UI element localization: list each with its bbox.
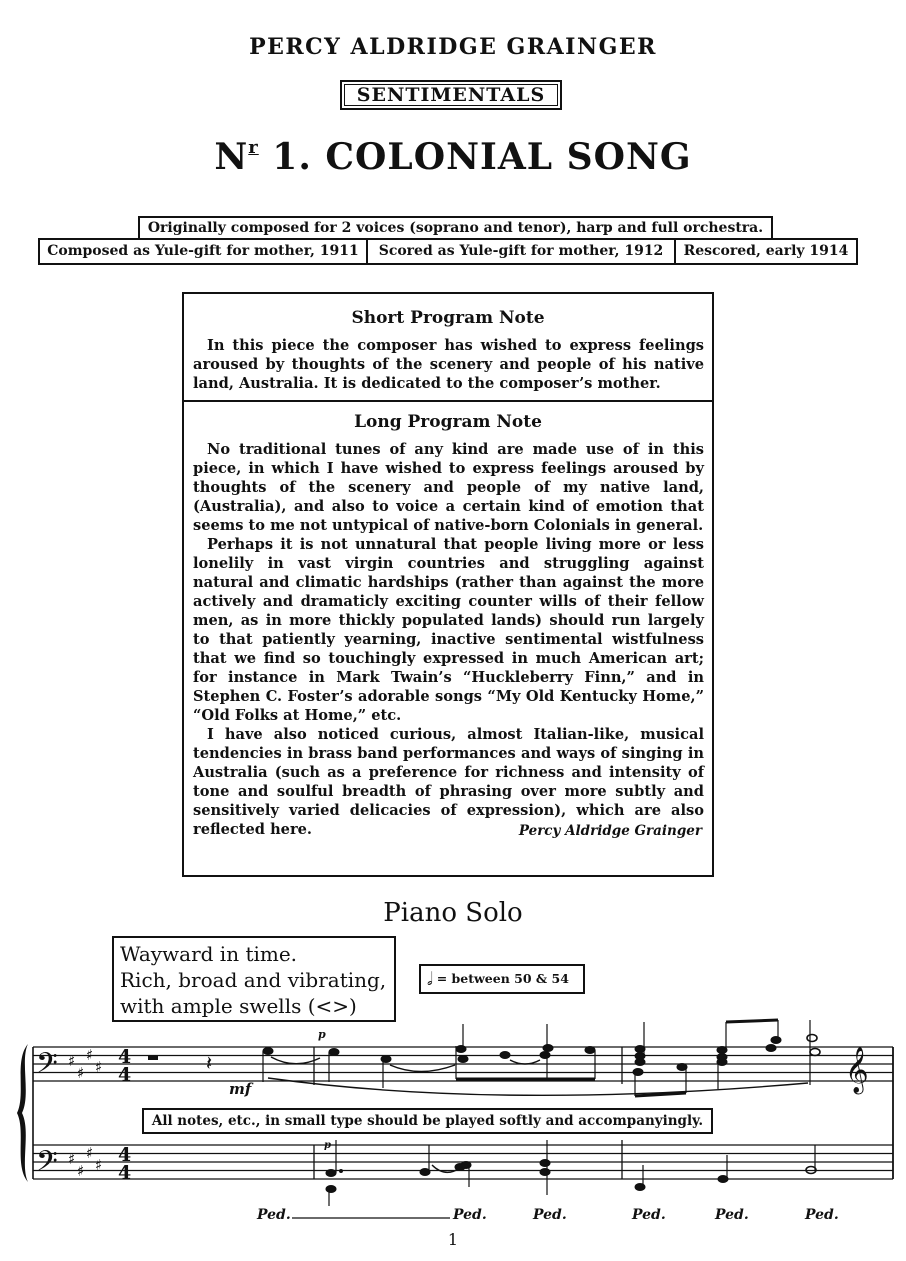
- time-sig-top: 4: [118, 1046, 132, 1068]
- tempo-line: Wayward in time.: [120, 942, 298, 966]
- signature: Percy Aldridge Grainger: [518, 823, 702, 839]
- metronome-text: = between 50 & 54: [436, 971, 569, 986]
- svg-text:♯: ♯: [86, 1144, 94, 1162]
- long-note-paragraph: I have also noticed curious, almost Italian-like, musical tendencies in brass band performances and ways of singing in Australia (such as a preference for richness and intensity of tone and soulful breadth of phrasing over more subtly and sensitively varied delicacies of expression), which are also reflected here.: [193, 726, 704, 838]
- pedal-marks: [256, 1207, 839, 1223]
- date-row: [38, 238, 858, 265]
- tempo-line: Rich, broad and vibrating,: [120, 968, 387, 992]
- time-signature: [118, 1046, 131, 1184]
- tempo-line: with ample swells (<>): [120, 994, 357, 1018]
- time-sig-top: 4: [118, 1144, 132, 1166]
- piece-title: [0, 136, 906, 178]
- pedal-mark: Ped.: [453, 1207, 487, 1223]
- date-rescored: Rescored, early 1914: [683, 243, 849, 259]
- pedal-mark: Ped.: [533, 1207, 567, 1223]
- key-signature-sharps: [68, 1046, 102, 1180]
- half-note-icon: 𝅗𝅥: [427, 969, 433, 990]
- composer-name: PERCY ALDRIDGE GRAINGER: [249, 34, 657, 60]
- title-text: 1. COLONIAL SONG: [258, 136, 692, 178]
- short-note-heading: Short Program Note: [351, 308, 545, 328]
- bass-clef-icon: [36, 1047, 58, 1185]
- origin-note: Originally composed for 2 voices (soprano and tenor), harp and full orchestra.: [138, 216, 773, 240]
- metronome-marking: [419, 964, 585, 994]
- small-type-instruction: All notes, etc., in small type should be played softly and accompanyingly.: [142, 1108, 713, 1134]
- program-notes-box: [182, 292, 714, 877]
- upper-notes: [263, 1020, 820, 1096]
- svg-text:♯: ♯: [77, 1162, 85, 1180]
- pedal-mark: Ped.: [257, 1207, 291, 1223]
- half-rest-icon: [148, 1056, 158, 1060]
- number-suffix: r: [248, 137, 259, 158]
- pedal-mark: Ped.: [805, 1207, 839, 1223]
- svg-text:♯: ♯: [95, 1156, 103, 1174]
- brace-icon: [17, 1044, 28, 1182]
- dynamic-mf: mf: [229, 1080, 252, 1098]
- page-number: 1: [447, 1230, 459, 1249]
- instrument-heading: Piano Solo: [383, 898, 523, 928]
- treble-clef-icon: 𝄞: [845, 1047, 869, 1093]
- dynamic-p: p: [318, 1028, 326, 1041]
- quarter-rest-icon: 𝄽: [206, 1051, 213, 1075]
- long-note-heading: Long Program Note: [354, 412, 542, 432]
- long-note-paragraph: Perhaps it is not unnatural that people living more or less lonelily in vast virgin countries and struggling against natural and climatic hardships (rather than against the more actively and dramaticly exciting counter wills of their fellow men, as in more thickly populated lands) should run largely to that patiently yearning, inactive sentimental wistfulness that we find so touchingly expressed in much American art; for instance in Mark Twain’s “Huckleberry Finn,” and in Stephen C. Foster’s adorable songs “My Old Kentucky Home,” “Old Folks at Home,” etc.: [193, 536, 704, 724]
- notes-divider: [184, 400, 712, 402]
- pedal-mark: Ped.: [715, 1207, 749, 1223]
- svg-text:♯: ♯: [68, 1052, 76, 1070]
- svg-text:♯: ♯: [95, 1058, 103, 1076]
- time-sig-bottom: 4: [118, 1162, 132, 1184]
- time-sig-bottom: 4: [118, 1064, 132, 1086]
- svg-text:♯: ♯: [86, 1046, 94, 1064]
- lower-notes: [326, 1140, 816, 1206]
- svg-text:♯: ♯: [77, 1064, 85, 1082]
- date-scored: Scored as Yule-gift for mother, 1912: [368, 240, 676, 263]
- short-note-text: In this piece the composer has wished to express feelings aroused by thoughts of the scenery and people of his native land, Australia. It is dedicated to the composer’s mother.: [193, 337, 704, 392]
- number-prefix: N: [214, 136, 249, 178]
- svg-text:𝄢: 𝄢: [36, 1047, 58, 1087]
- svg-text:♯: ♯: [68, 1150, 76, 1168]
- svg-text:𝄢: 𝄢: [36, 1145, 58, 1185]
- long-note-paragraph: No traditional tunes of any kind are made use of in this piece, in which I have wished to express feelings aroused by thoughts of the scenery and people of my native land, (Australia), and also to voice a certain kind of emotion that seems to me not untypical of native-born Colonials in general.: [193, 441, 704, 534]
- dynamic-p: p: [324, 1140, 331, 1151]
- series-title: SENTIMENTALS: [340, 80, 562, 110]
- pedal-mark: Ped.: [632, 1207, 666, 1223]
- date-composed: Composed as Yule-gift for mother, 1911: [40, 240, 368, 263]
